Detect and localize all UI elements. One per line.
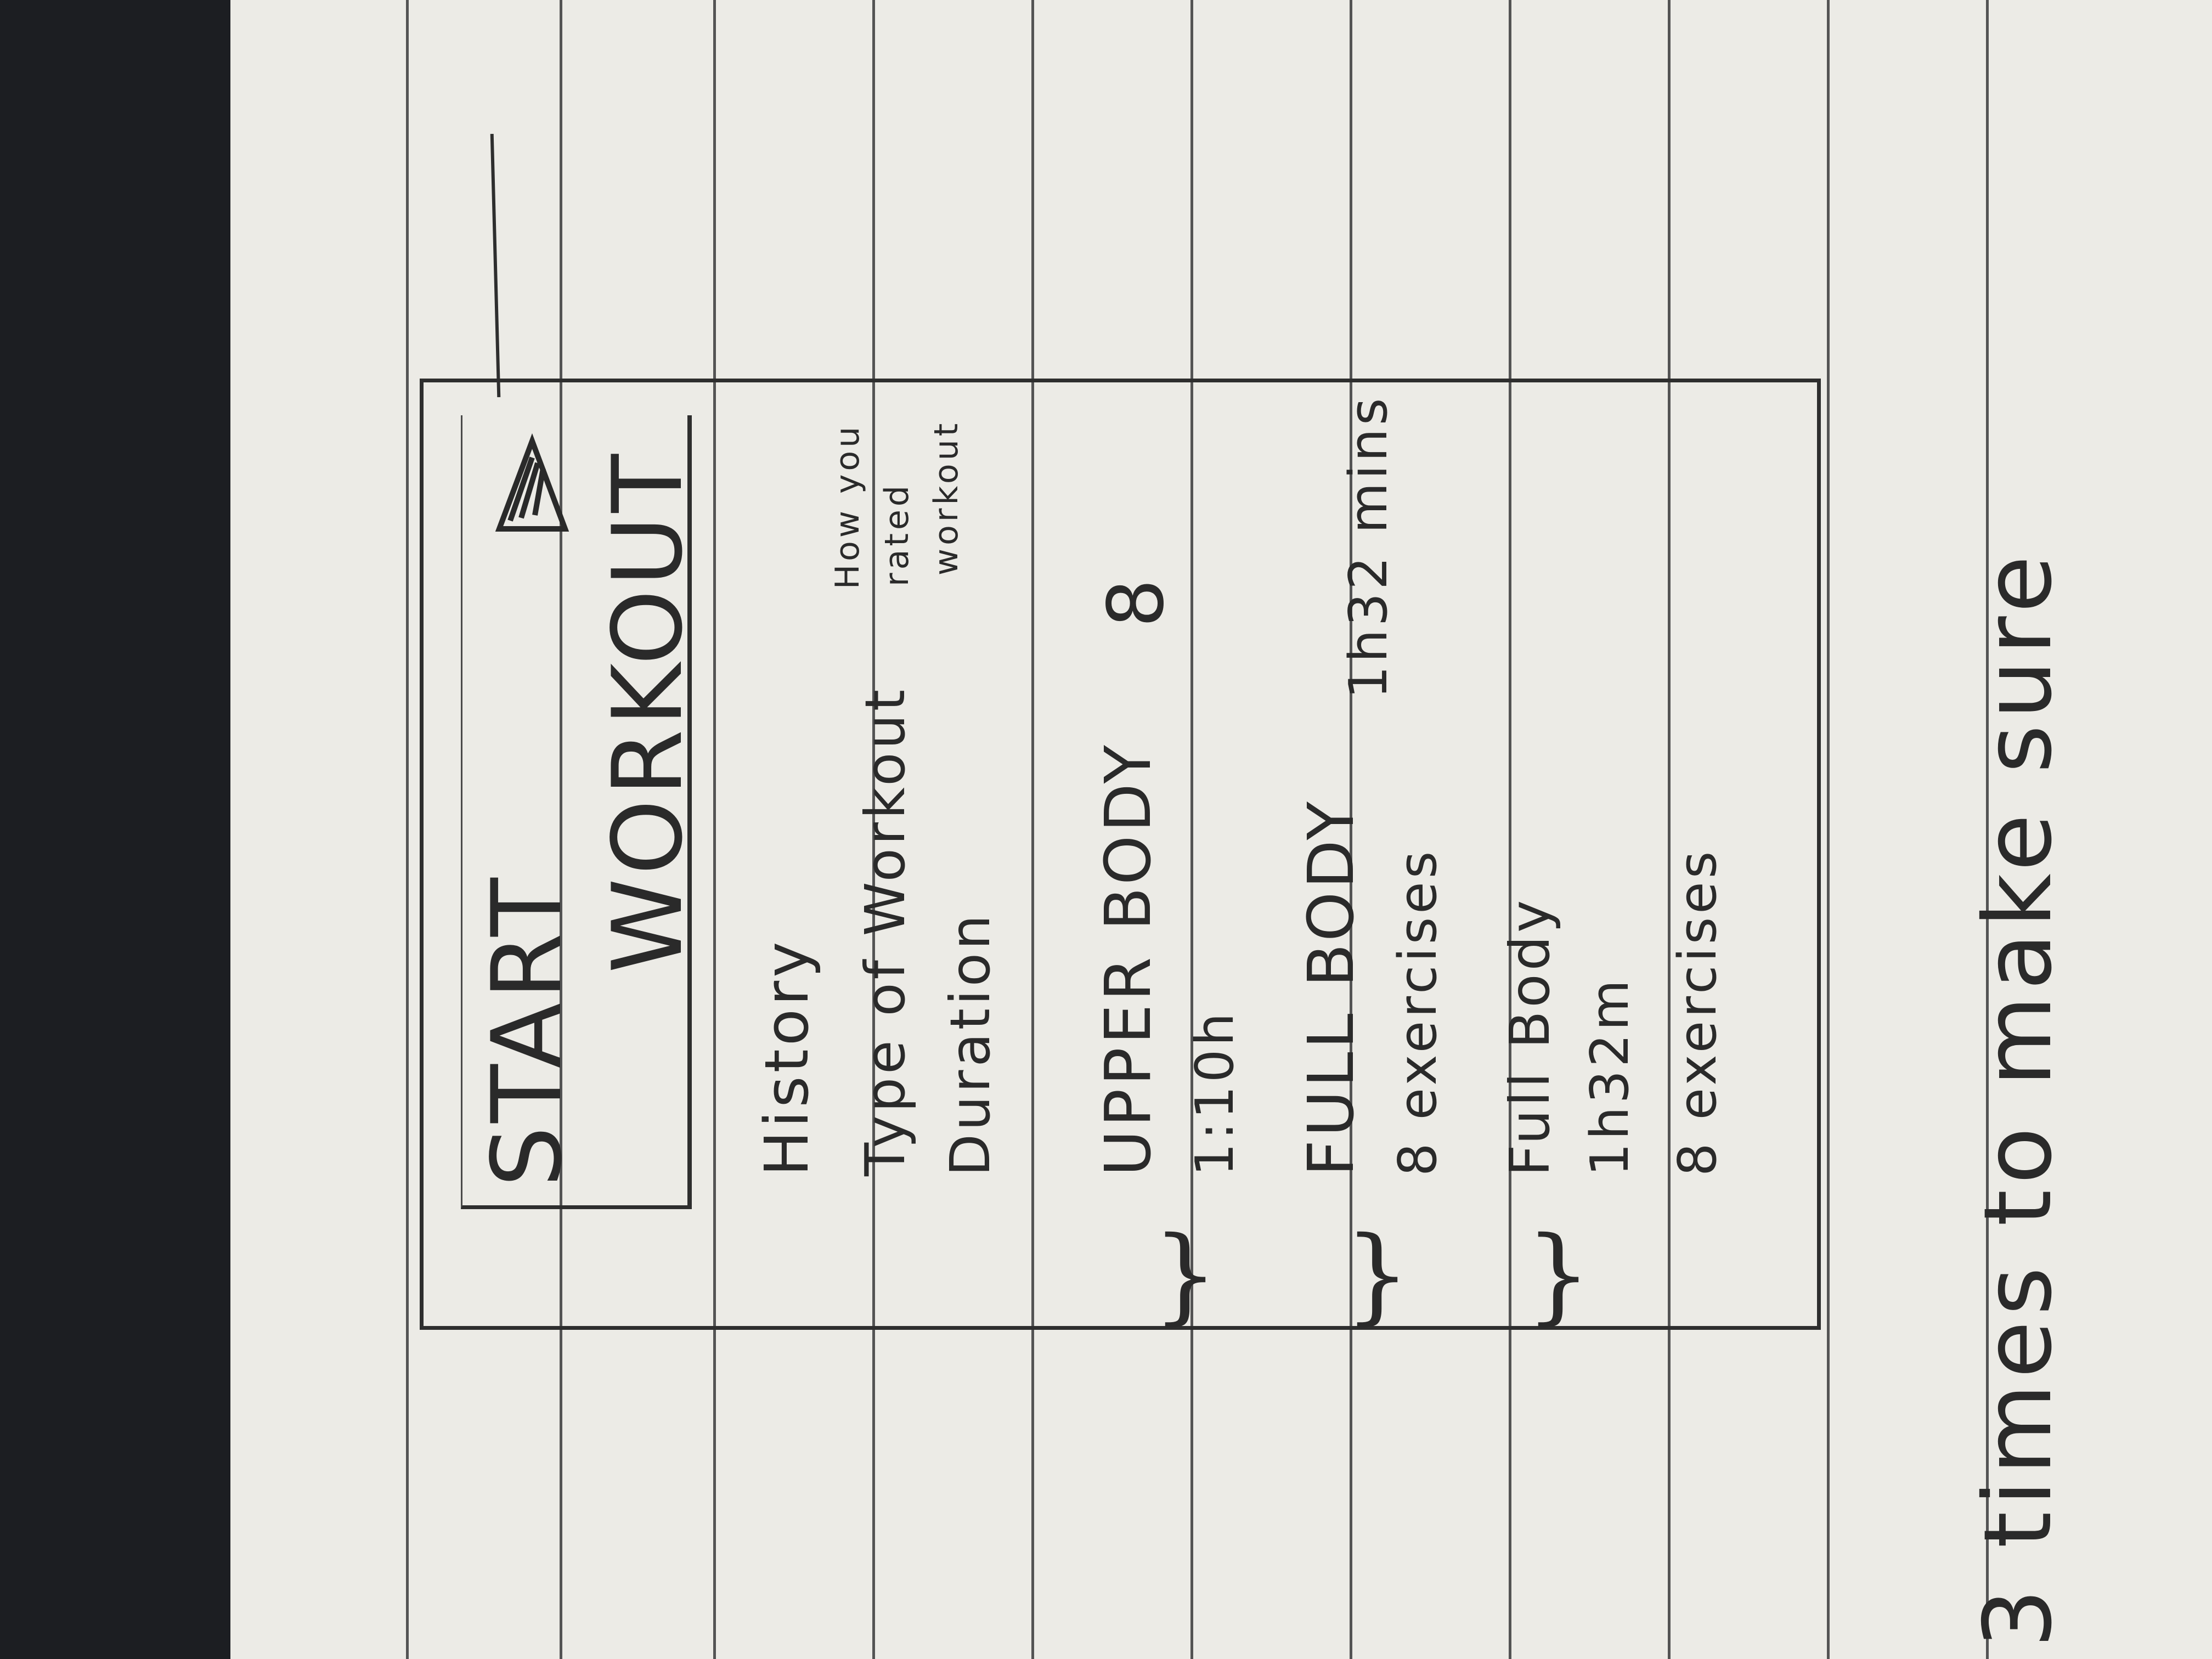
play-icon[interactable] (494, 430, 571, 540)
frame-top-line (490, 134, 501, 397)
duration-label: Duration (938, 911, 1002, 1176)
rating-note-line3: workout (927, 420, 966, 575)
footer-note: 3 times to make sure (1964, 550, 2073, 1648)
start-label: START (472, 874, 583, 1187)
brace-mark: } (1525, 1214, 1592, 1336)
entry-detail: 1:10h (1185, 1009, 1245, 1176)
brace-mark: } (1344, 1214, 1410, 1336)
entry-rating: 8 (1092, 575, 1181, 628)
brace-mark: } (1152, 1214, 1218, 1336)
entry-detail: 1h32m (1580, 976, 1640, 1176)
history-label: History (752, 938, 822, 1176)
entry-duration: 1h32 mins (1339, 394, 1399, 699)
rating-note-line1: How you (828, 423, 867, 589)
entry-title: FULL BODY (1295, 798, 1368, 1176)
entry-detail: 8 exercises (1388, 848, 1448, 1176)
entry-title: Full Body (1498, 896, 1562, 1176)
entry-title: UPPER BODY (1092, 742, 1165, 1176)
workout-label: WORKOUT (592, 450, 704, 973)
type-of-workout-label: Type of Workout (853, 686, 917, 1176)
rating-note-line2: rated (878, 482, 916, 586)
entry-extra: 8 exercises (1668, 848, 1728, 1176)
